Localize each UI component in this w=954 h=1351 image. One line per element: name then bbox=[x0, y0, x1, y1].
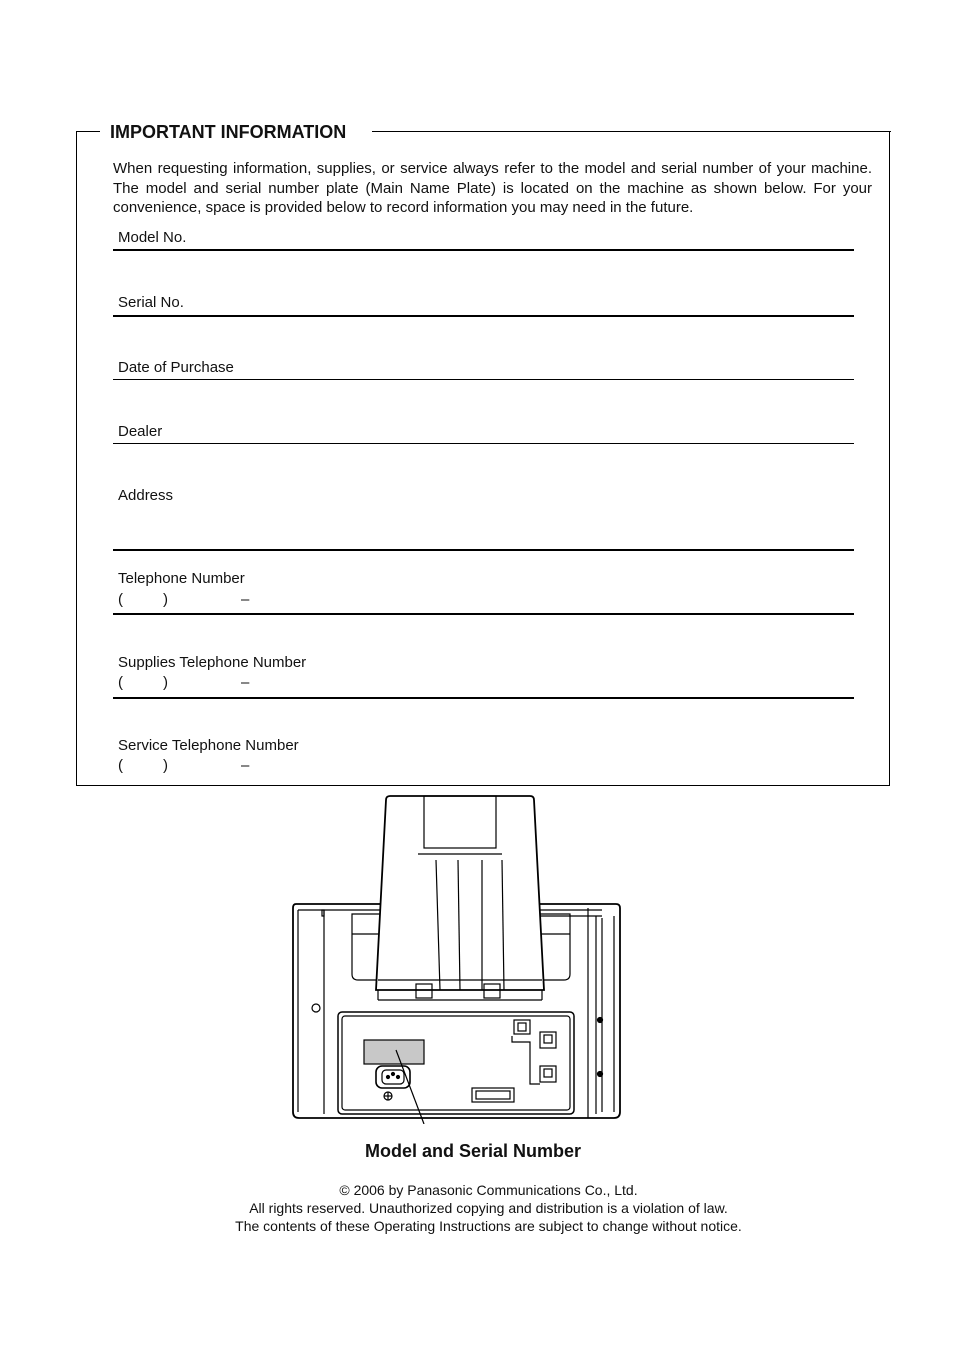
dash: – bbox=[241, 591, 250, 608]
dash: – bbox=[241, 674, 250, 691]
address-line bbox=[113, 549, 854, 551]
address-label: Address bbox=[118, 487, 174, 504]
telephone-number-line bbox=[113, 613, 854, 615]
dealer-line bbox=[113, 443, 854, 444]
open-paren: ( bbox=[118, 591, 123, 608]
close-paren: ) bbox=[163, 757, 168, 774]
footer bbox=[0, 1181, 954, 1235]
model-no-line bbox=[113, 249, 854, 251]
serial-no-label: Serial No. bbox=[118, 294, 184, 311]
date-of-purchase-label: Date of Purchase bbox=[118, 359, 234, 376]
notice-line: The contents of these Operating Instructions are subject to change without notice. bbox=[235, 1218, 742, 1234]
open-paren: ( bbox=[118, 674, 123, 691]
service-telephone-number-format bbox=[118, 757, 278, 775]
supplies-telephone-number-format bbox=[118, 674, 278, 692]
telephone-number-label: Telephone Number bbox=[118, 570, 245, 587]
rights-line: All rights reserved. Unauthorized copying and distribution is a violation of law. bbox=[249, 1200, 728, 1216]
machine-rear-illustration bbox=[290, 794, 622, 1124]
open-paren: ( bbox=[118, 757, 123, 774]
figure-caption: Model and Serial Number bbox=[365, 1141, 582, 1161]
copyright-line: © 2006 by Panasonic Communications Co., Ltd. bbox=[339, 1182, 638, 1198]
dealer-label: Dealer bbox=[118, 423, 163, 440]
telephone-number-format bbox=[118, 591, 278, 609]
supplies-telephone-number-line bbox=[113, 697, 854, 699]
close-paren: ) bbox=[163, 674, 168, 691]
service-telephone-number-label: Service Telephone Number bbox=[118, 737, 299, 754]
date-of-purchase-line bbox=[113, 379, 854, 380]
intro-paragraph: When requesting information, supplies, or service always refer to the model and serial number of your machine. The model and serial number plate (Main Name Plate) is located on the machine as shown below. For your convenience, space is provided below to record information you may need in the future. bbox=[113, 160, 872, 216]
fax-machine-icon bbox=[290, 794, 622, 1124]
close-paren: ) bbox=[163, 591, 168, 608]
model-no-label: Model No. bbox=[118, 229, 187, 246]
supplies-telephone-number-label: Supplies Telephone Number bbox=[118, 654, 307, 671]
dash: – bbox=[241, 757, 250, 774]
section-title: IMPORTANT INFORMATION bbox=[110, 122, 347, 142]
serial-no-line bbox=[113, 315, 854, 317]
